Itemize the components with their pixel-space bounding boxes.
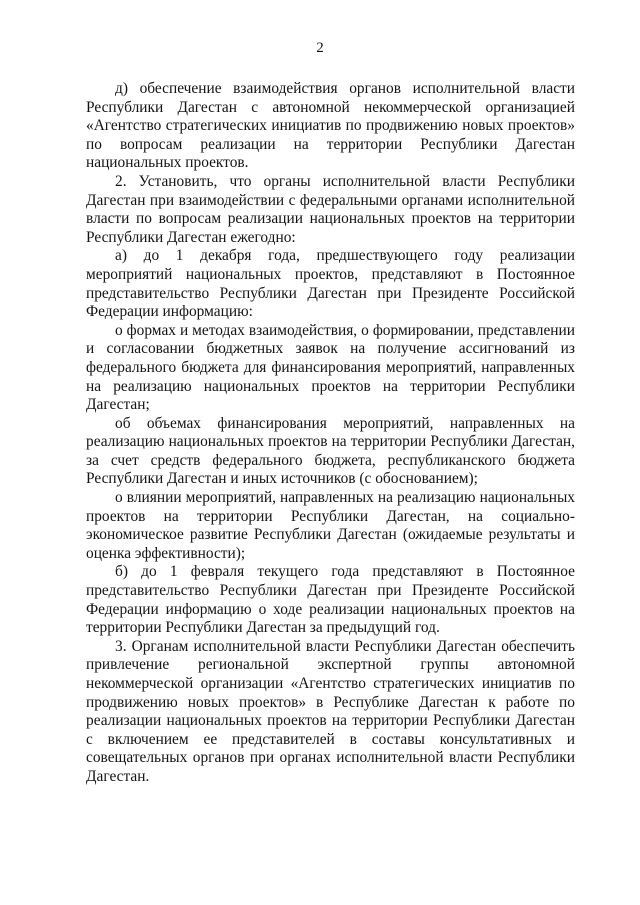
paragraph-item-d: д) обеспечение взаимодействия органов исполнительной власти Республики Дагестан с автономной некоммерческой организацией «Агентство стратегических инициатив по продвижению новых проектов» по вопросам реализации на территории Республики Дагестан национальных проектов. xyxy=(86,80,575,172)
paragraph-point-3: 3. Органам исполнительной власти Республики Дагестан обеспечить привлечение региональной экспертной группы автономной некоммерческой организации «Агентство стратегических инициатив по продвижению новых проектов» в Республике Дагестан к работе по реализации национальных проектов на территории Республики Дагестан с включением ее представителей в составы консультативных и совещательных органов при органах исполнительной власти Республики Дагестан. xyxy=(86,637,575,785)
paragraph-financing-volumes: об объемах финансирования мероприятий, направленных на реализацию национальных проектов на территории Республики Дагестан, за счет средств федерального бюджета, республиканского бюджета Республики Дагестан и иных источников (с обоснованием); xyxy=(86,414,575,488)
paragraph-forms-methods: о формах и методах взаимодействия, о формировании, представлении и согласовании бюджетных заявок на получение ассигнований из федерального бюджета для финансирования мероприятий, направленных на реализацию национальных проектов на территории Республики Дагестан; xyxy=(86,321,575,414)
paragraph-point-2: 2. Установить, что органы исполнительной власти Республики Дагестан при взаимодействии с федеральными органами исполнительной власти по вопросам реализации национальных проектов на территории Республики Дагестан ежегодно: xyxy=(86,172,575,246)
paragraph-subpoint-b: б) до 1 февраля текущего года представляют в Постоянное представительство Республики Дагестан при Президенте Российской Федерации информацию о ходе реализации национальных проектов на территории Республики Дагестан за предыдущий год. xyxy=(86,563,575,637)
paragraph-influence: о влиянии мероприятий, направленных на реализацию национальных проектов на территории Республики Дагестан, на социально-экономическое развитие Республики Дагестан (ожидаемые результаты и оценка эффективности); xyxy=(86,489,575,562)
page-number: 2 xyxy=(316,40,324,56)
paragraph-subpoint-a: а) до 1 декабря года, предшествующего году реализации мероприятий национальных проектов, представляют в Постоянное представительство Республики Дагестан при Президенте Российской Федерации информацию: xyxy=(86,247,575,321)
document-body xyxy=(86,80,575,787)
